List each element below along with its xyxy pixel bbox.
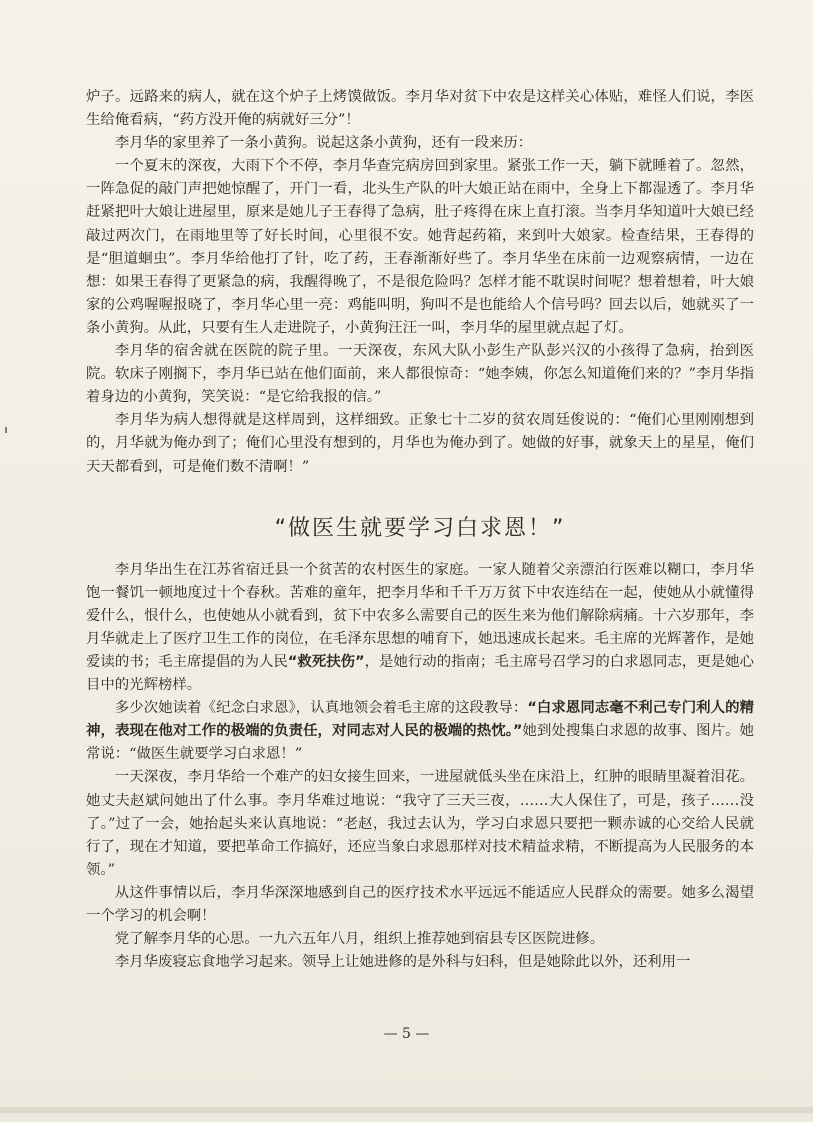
- paragraph: 李月华的家里养了一条小黄狗。说起这条小黄狗，还有一段来历：: [114, 135, 533, 152]
- paragraph: 从这件事情以后，李月华深深地感到自己的医疗技术水平远远不能适应人民群众的需要。她多么渴望一个学习的机会啊！: [86, 884, 754, 924]
- paragraph: 党了解李月华的心思。一九六五年八月，组织上推荐她到宿县专区医院进修。: [114, 931, 605, 948]
- page-number: — 5 —: [383, 1026, 430, 1042]
- paragraph: 炉子。远路来的病人，就在这个炉子上烤馍做饭。李月华对贫下中农是这样关心体贴，难怪人们说，李医生给俺看病，“药方没开俺的病就好三分”！: [86, 89, 754, 129]
- paragraph: 李月华的宿舍就在医院的院子里。一天深夜，东风大队小彭生产队彭兴汉的小孩得了急病，抬到医院。软床子刚搁下，李月华已站在他们面前，来人都很惊奇：“她李姨，你怎么知道俺们来的？”李月华指着身边的小黄狗，笑笑说：“是它给我报的信。”: [86, 343, 754, 406]
- paragraph: 多少次她读着《纪念白求恩》，认真地领会着毛主席的这段教导：“白求恩同志毫不利己专门利人的精神，表现在他对工作的极端的负责任，对同志对人民的极端的热忱。”她到处搜集白求恩的故事、图片。她常说：“做医生就要学习白求恩！”: [86, 700, 754, 763]
- paragraph: 李月华为病人想得就是这样周到，这样细致。正象七十二岁的贫农周廷俊说的：“俺们心里刚刚想到的，月华就为俺办到了；俺们心里没有想到的，月华也为俺办到了。她做的好事，就象天上的星星，俺们天天都看到，可是俺们数不清啊！”: [86, 412, 754, 475]
- section-heading: “做医生就要学习白求恩！”: [274, 515, 566, 541]
- top-paragraphs: [86, 86, 754, 479]
- emphasized-quote: “救死扶伤”: [287, 653, 365, 670]
- paragraph: 李月华出生在江苏省宿迁县一个贫苦的农村医生的家庭。一家人随着父亲漂泊行医难以糊口，李月华饱一餐饥一顿地度过十个春秋。苦难的童年，把李月华和千千万万贫下中农连结在一起，使她从小就懂得爱什么，恨什么，也使她从小就看到，贫下中农多么需要自己的医生来为他们解除病痛。十六岁那年，李月华就走上了医疗卫生工作的岗位，在毛泽东思想的哺育下，她迅速成长起来。毛主席的光辉著作，是她爱读的书；毛主席提倡的为人民“救死扶伤”，是她行动的指南；毛主席号召学习的白求恩同志，更是她心目中的光辉榜样。: [86, 561, 754, 694]
- paragraph: 李月华废寝忘食地学习起来。领导上让她进修的是外科与妇科，但是她除此以外，还利用一: [114, 954, 691, 971]
- paragraph: 一个夏末的深夜，大雨下个不停，李月华查完病房回到家里。紧张工作一天，躺下就睡着了。忽然，一阵急促的敲门声把她惊醒了，开门一看，北头生产队的叶大娘正站在雨中，全身上下都湿透了。李月华赶紧把叶大娘让进屋里，原来是她儿子王春得了急病，肚子疼得在床上直打滚。当李月华知道叶大娘已经敲过两次门，在雨地里等了好长时间，心里很不安。她背起药箱，来到叶大娘家。检查结果，王春得的是“胆道蛔虫”。李月华给他打了针，吃了药，王春渐渐好些了。李月华坐在床前一边观察病情，一边在想：如果王春得了更紧急的病，我醒得晚了，不是很危险吗？怎样才能不耽误时间呢？想着想着，叶大娘家的公鸡喔喔报晓了，李月华心里一亮：鸡能叫明，狗叫不是也能给人个信号吗？回去以后，她就买了一条小黄狗。从此，只要有生人走进院子，小黄狗汪汪一叫，李月华的屋里就点起了灯。: [86, 158, 754, 336]
- paragraph: 一天深夜，李月华给一个难产的妇女接生回来，一进屋就低头坐在床沿上，红肿的眼睛里凝着泪花。她丈夫赵斌问她出了什么事。李月华难过地说：“我守了三天三夜，……大人保住了，可是，孩子……没了。”过了一会，她抬起头来认真地说：“老赵，我过去认为，学习白求恩只要把一颗赤诚的心交给人民就行了，现在才知道，要把革命工作搞好，还应当象白求恩那样对技术精益求精，不断提高为人民服务的本领。”: [86, 769, 754, 878]
- emphasized-quote: “白求恩同志毫不利己专门利人的精神，表现在他对工作的极端的负责任，对同志对人民的极端的热忱。”: [86, 700, 754, 740]
- document-body: [86, 86, 754, 974]
- bottom-paragraphs: [86, 559, 754, 975]
